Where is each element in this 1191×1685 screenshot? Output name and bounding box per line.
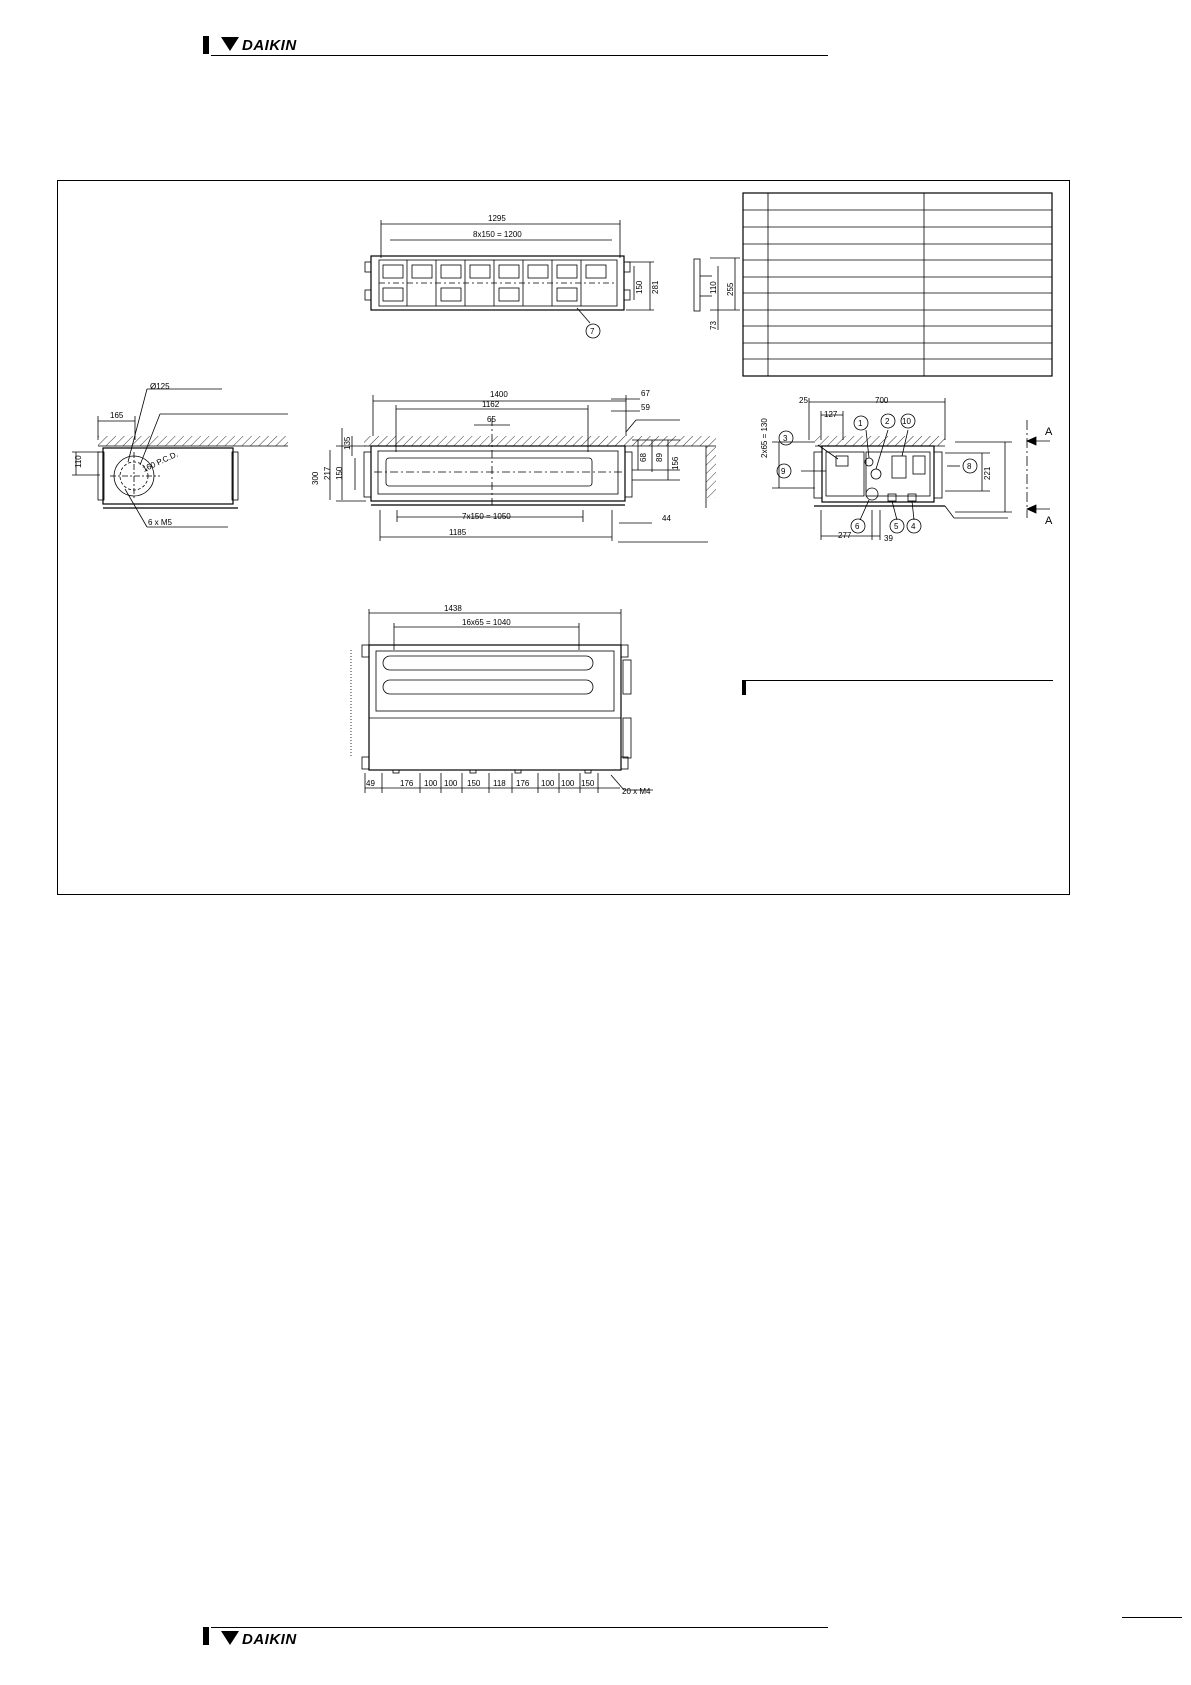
dim-165: 165 xyxy=(110,411,124,420)
dim-135: 135 xyxy=(343,436,352,450)
right-view xyxy=(772,398,1050,540)
left-view-labels xyxy=(74,382,179,527)
dim-1295: 1295 xyxy=(488,214,506,223)
right-view-callouts xyxy=(777,414,977,533)
dim-1400: 1400 xyxy=(490,390,508,399)
spacing-100-c: 100 xyxy=(541,779,555,788)
callout-1: 1 xyxy=(858,419,863,428)
footer-bar xyxy=(203,1627,209,1645)
dim-300: 300 xyxy=(311,471,320,485)
dim-68: 68 xyxy=(639,453,648,462)
callout-9: 9 xyxy=(781,467,786,476)
dim-8x150: 8x150 = 1200 xyxy=(473,230,522,239)
dim-diameter-125: Ø125 xyxy=(150,382,170,391)
dim-281: 281 xyxy=(651,280,660,294)
top-view xyxy=(365,220,740,338)
dim-89: 89 xyxy=(655,453,664,462)
daikin-logo-footer xyxy=(221,1631,297,1648)
dim-127: 127 xyxy=(824,410,838,419)
screws-m5: 6 x M5 xyxy=(148,518,173,527)
callout-10: 10 xyxy=(902,417,911,426)
daikin-mark-icon xyxy=(221,37,239,51)
callout-3: 3 xyxy=(783,434,788,443)
dim-73: 73 xyxy=(709,321,718,330)
callout-7: 7 xyxy=(590,327,595,336)
callout-4: 4 xyxy=(911,522,916,531)
page-header xyxy=(203,36,828,56)
dim-65-center: 65 xyxy=(487,415,496,424)
spacing-118: 118 xyxy=(493,779,506,788)
callout-8: 8 xyxy=(967,462,972,471)
page-number-rule xyxy=(1122,1617,1182,1618)
dim-277: 277 xyxy=(838,531,852,540)
dim-59: 59 xyxy=(641,403,650,412)
spacing-176-b: 176 xyxy=(516,779,530,788)
header-bar xyxy=(203,36,209,54)
dim-221: 221 xyxy=(983,466,992,480)
left-view xyxy=(72,389,288,527)
dim-110-side: 110 xyxy=(709,281,718,294)
dim-2x65: 2x65 = 130 xyxy=(760,418,769,458)
dim-25: 25 xyxy=(799,396,808,405)
daikin-mark-icon xyxy=(221,1631,239,1645)
header-brand: DAIKIN xyxy=(242,37,297,54)
dim-1438: 1438 xyxy=(444,604,462,613)
bottom-view xyxy=(351,609,653,793)
spacing-100-d: 100 xyxy=(561,779,575,788)
callout-6: 6 xyxy=(855,522,860,531)
section-a-top: A xyxy=(1045,426,1053,438)
dim-156: 156 xyxy=(671,456,680,470)
dim-1162: 1162 xyxy=(482,400,500,409)
right-view-labels xyxy=(760,396,1053,543)
spacing-100-a: 100 xyxy=(424,779,438,788)
spacing-176-a: 176 xyxy=(400,779,414,788)
dim-700: 700 xyxy=(875,396,889,405)
section-rule xyxy=(742,680,1053,681)
bottom-view-labels xyxy=(366,604,651,796)
footer-brand: DAIKIN xyxy=(242,1631,297,1648)
daikin-logo xyxy=(221,37,297,54)
section-a-bottom: A xyxy=(1045,515,1053,527)
dim-67: 67 xyxy=(641,389,650,398)
dim-16x65: 16x65 = 1040 xyxy=(462,618,511,627)
screws-m4: 20 x M4 xyxy=(622,787,651,796)
drawing-frame xyxy=(57,180,1070,895)
technical-drawing xyxy=(57,180,1070,895)
page-footer xyxy=(203,1627,828,1647)
dim-217: 217 xyxy=(323,466,332,480)
section-marker xyxy=(742,680,746,695)
callout-2: 2 xyxy=(885,417,890,426)
top-view-labels xyxy=(473,214,735,336)
spacing-100-b: 100 xyxy=(444,779,458,788)
dim-150-top: 150 xyxy=(635,280,644,294)
callout-5: 5 xyxy=(894,522,899,531)
footer-rule xyxy=(211,1627,828,1628)
legend-table xyxy=(743,193,1052,376)
dim-7x150: 7x150 = 1050 xyxy=(462,512,511,521)
spacing-150-a: 150 xyxy=(467,779,481,788)
front-view xyxy=(330,395,716,542)
spacing-150-b: 150 xyxy=(581,779,595,788)
dim-110-left: 110 xyxy=(74,455,83,468)
dim-39: 39 xyxy=(884,534,893,543)
dim-150-front: 150 xyxy=(335,466,344,480)
dim-44: 44 xyxy=(662,514,671,523)
header-rule xyxy=(211,55,828,56)
dim-1185: 1185 xyxy=(449,528,467,537)
dim-255: 255 xyxy=(726,282,735,296)
spacing-49: 49 xyxy=(366,779,375,788)
pcd-label: 160 P.C.D. xyxy=(141,449,180,474)
